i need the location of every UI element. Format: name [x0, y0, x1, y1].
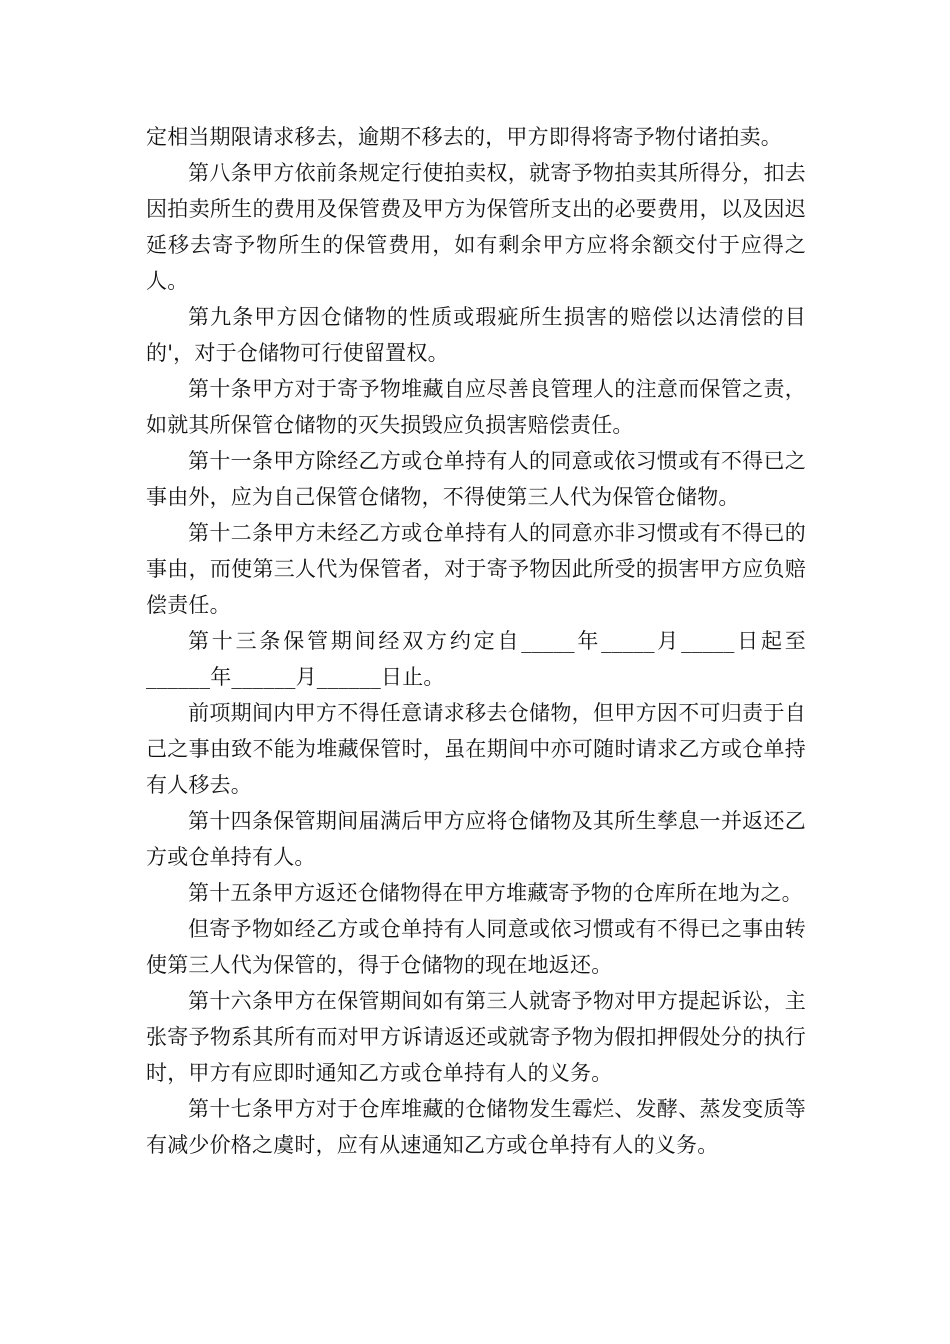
paragraph: 第十六条甲方在保管期间如有第三人就寄予物对甲方提起诉讼，主张寄予物系其所有而对甲方诉请返还或就寄予物为假扣押假处分的执行时，甲方有应即时通知乙方或仓单持有人的义务。 [146, 989, 806, 1085]
paragraph: 第十三条保管期间经双方约定自_____年_____月_____日起至______年______月______日止。 [146, 629, 806, 689]
paragraph: 前项期间内甲方不得任意请求移去仓储物，但甲方因不可归责于自己之事由致不能为堆藏保管时，虽在期间中亦可随时请求乙方或仓单持有人移去。 [146, 701, 806, 797]
paragraph: 定相当期限请求移去，逾期不移去的，甲方即得将寄予物付诸拍卖。 [146, 125, 782, 149]
paragraph: 第八条甲方依前条规定行使拍卖权，就寄予物拍卖其所得分，扣去因拍卖所生的费用及保管费及甲方为保管所支出的必要费用，以及因迟延移去寄予物所生的保管费用，如有剩余甲方应将余额交付于应得之人。 [146, 161, 806, 293]
paragraph: 第十一条甲方除经乙方或仓单持有人的同意或依习惯或有不得已之事由外，应为自己保管仓储物，不得使第三人代为保管仓储物。 [146, 449, 806, 509]
paragraph: 第十七条甲方对于仓库堆藏的仓储物发生霉烂、发酵、蒸发变质等有减少价格之虞时，应有从速通知乙方或仓单持有人的义务。 [146, 1097, 806, 1157]
paragraph: 第十二条甲方未经乙方或仓单持有人的同意亦非习惯或有不得已的事由，而使第三人代为保管者，对于寄予物因此所受的损害甲方应负赔偿责任。 [146, 521, 806, 617]
paragraph: 第九条甲方因仓储物的性质或瑕疵所生损害的赔偿以达清偿的目的'，对于仓储物可行使留置权。 [146, 305, 806, 365]
paragraph: 第十五条甲方返还仓储物得在甲方堆藏寄予物的仓库所在地为之。 [188, 881, 803, 905]
document-body [146, 119, 806, 1163]
paragraph: 第十四条保管期间届满后甲方应将仓储物及其所生孳息一并返还乙方或仓单持有人。 [146, 809, 806, 869]
paragraph: 第十条甲方对于寄予物堆藏自应尽善良管理人的注意而保管之责，如就其所保管仓储物的灭失损毁应负损害赔偿责任。 [146, 377, 806, 437]
paragraph: 但寄予物如经乙方或仓单持有人同意或依习惯或有不得已之事由转使第三人代为保管的，得于仓储物的现在地返还。 [146, 917, 806, 977]
